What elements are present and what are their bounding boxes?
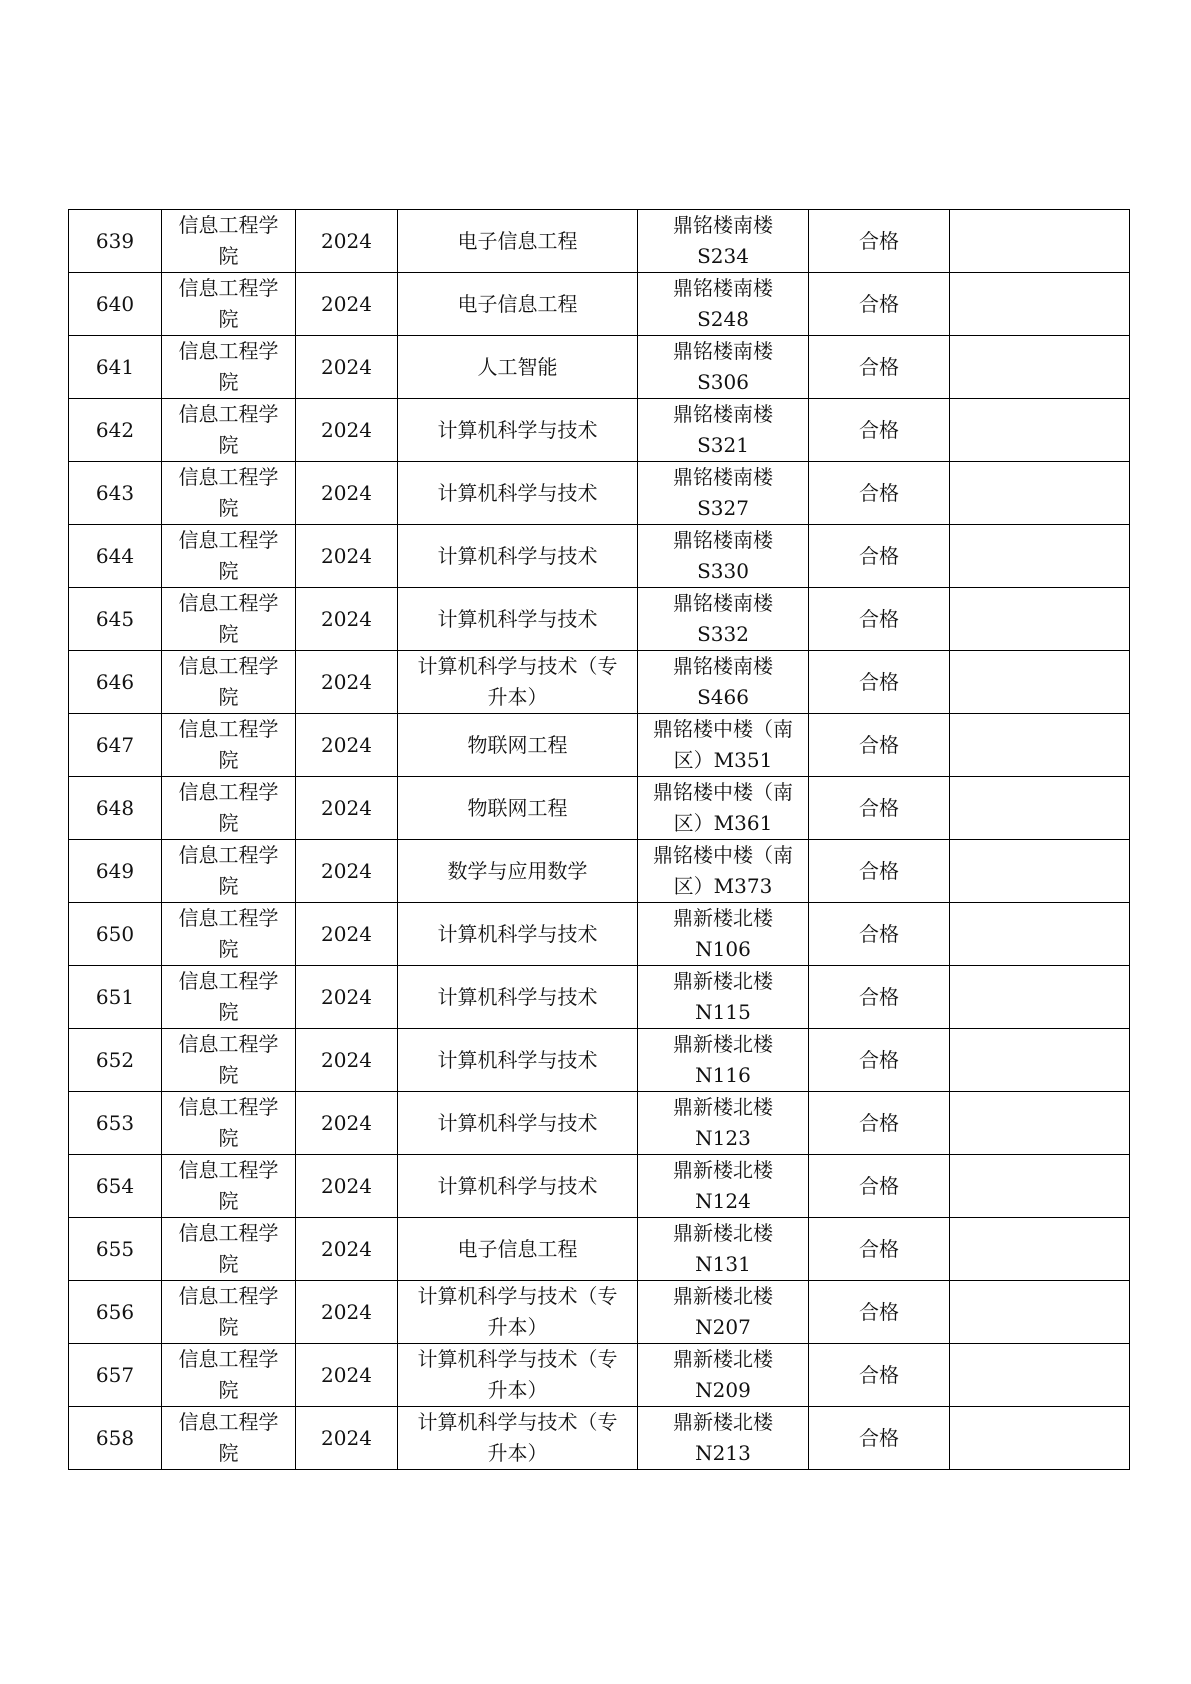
college-cell bbox=[162, 1344, 296, 1407]
college-cell-text: 信息工程学 院 bbox=[178, 1158, 279, 1213]
classroom-cell-text: 鼎铭楼南楼 S327 bbox=[673, 465, 773, 520]
row-number-cell-text: 645 bbox=[95, 606, 135, 631]
classroom-cell bbox=[638, 1155, 809, 1218]
year-cell bbox=[296, 1092, 398, 1155]
result-cell bbox=[809, 903, 950, 966]
classroom-cell bbox=[638, 714, 809, 777]
college-cell bbox=[162, 462, 296, 525]
year-cell-text: 2024 bbox=[321, 543, 372, 568]
year-cell bbox=[296, 714, 398, 777]
result-cell bbox=[809, 777, 950, 840]
table-row bbox=[69, 1407, 1130, 1470]
result-cell-text: 合格 bbox=[859, 1110, 899, 1135]
classroom-cell-text: 鼎铭楼中楼（南 区）M361 bbox=[653, 780, 793, 835]
college-cell-text: 信息工程学 院 bbox=[178, 717, 279, 772]
classroom-cell bbox=[638, 840, 809, 903]
remark-cell bbox=[950, 462, 1130, 525]
college-cell bbox=[162, 651, 296, 714]
classroom-cell-text: 鼎新楼北楼 N123 bbox=[673, 1095, 773, 1150]
result-cell bbox=[809, 273, 950, 336]
result-cell-text: 合格 bbox=[859, 291, 899, 316]
result-cell bbox=[809, 966, 950, 1029]
row-number-cell-text: 658 bbox=[95, 1425, 135, 1450]
row-number-cell bbox=[69, 777, 162, 840]
table-row bbox=[69, 210, 1130, 273]
year-cell bbox=[296, 903, 398, 966]
remark-cell bbox=[950, 903, 1130, 966]
table-row bbox=[69, 399, 1130, 462]
table-row bbox=[69, 840, 1130, 903]
remark-cell bbox=[950, 273, 1130, 336]
year-cell-text: 2024 bbox=[321, 1173, 372, 1198]
row-number-cell bbox=[69, 273, 162, 336]
major-cell-text: 计算机科学与技术（专 升本） bbox=[417, 1347, 618, 1402]
year-cell-text: 2024 bbox=[321, 732, 372, 757]
classroom-cell bbox=[638, 651, 809, 714]
classroom-cell bbox=[638, 273, 809, 336]
major-cell-text: 电子信息工程 bbox=[457, 291, 578, 316]
major-cell-text: 计算机科学与技术（专 升本） bbox=[417, 1410, 618, 1465]
classroom-cell-text: 鼎铭楼南楼 S234 bbox=[673, 213, 773, 268]
table-row bbox=[69, 588, 1130, 651]
year-cell-text: 2024 bbox=[321, 606, 372, 631]
remark-cell bbox=[950, 525, 1130, 588]
result-cell-text: 合格 bbox=[859, 1299, 899, 1324]
year-cell-text: 2024 bbox=[321, 921, 372, 946]
college-cell-text: 信息工程学 院 bbox=[178, 1221, 279, 1276]
year-cell-text: 2024 bbox=[321, 1047, 372, 1072]
classroom-cell-text: 鼎铭楼南楼 S466 bbox=[673, 654, 773, 709]
result-cell-text: 合格 bbox=[859, 858, 899, 883]
major-cell-text: 计算机科学与技术 bbox=[437, 1173, 598, 1198]
table-row bbox=[69, 966, 1130, 1029]
result-cell-text: 合格 bbox=[859, 480, 899, 505]
row-number-cell bbox=[69, 210, 162, 273]
classroom-cell bbox=[638, 1029, 809, 1092]
table-row bbox=[69, 714, 1130, 777]
year-cell bbox=[296, 336, 398, 399]
classroom-cell bbox=[638, 336, 809, 399]
year-cell bbox=[296, 777, 398, 840]
classroom-cell bbox=[638, 588, 809, 651]
year-cell-text: 2024 bbox=[321, 291, 372, 316]
result-cell bbox=[809, 1029, 950, 1092]
table-row bbox=[69, 777, 1130, 840]
row-number-cell-text: 651 bbox=[95, 984, 135, 1009]
remark-cell bbox=[950, 1029, 1130, 1092]
major-cell bbox=[398, 714, 638, 777]
college-cell bbox=[162, 588, 296, 651]
classroom-cell-text: 鼎新楼北楼 N115 bbox=[673, 969, 773, 1024]
classroom-cell bbox=[638, 1407, 809, 1470]
major-cell bbox=[398, 1155, 638, 1218]
college-cell-text: 信息工程学 院 bbox=[178, 591, 279, 646]
college-cell bbox=[162, 336, 296, 399]
college-cell-text: 信息工程学 院 bbox=[178, 528, 279, 583]
year-cell-text: 2024 bbox=[321, 480, 372, 505]
college-cell bbox=[162, 273, 296, 336]
classroom-cell-text: 鼎新楼北楼 N131 bbox=[673, 1221, 773, 1276]
row-number-cell bbox=[69, 840, 162, 903]
result-cell bbox=[809, 462, 950, 525]
year-cell bbox=[296, 525, 398, 588]
year-cell-text: 2024 bbox=[321, 1110, 372, 1135]
major-cell bbox=[398, 525, 638, 588]
row-number-cell-text: 657 bbox=[95, 1362, 135, 1387]
major-cell-text: 数学与应用数学 bbox=[447, 858, 588, 883]
result-cell bbox=[809, 1218, 950, 1281]
classroom-cell-text: 鼎铭楼南楼 S248 bbox=[673, 276, 773, 331]
remark-cell bbox=[950, 1281, 1130, 1344]
college-cell-text: 信息工程学 院 bbox=[178, 465, 279, 520]
table-row bbox=[69, 336, 1130, 399]
row-number-cell-text: 656 bbox=[95, 1299, 135, 1324]
row-number-cell bbox=[69, 399, 162, 462]
row-number-cell-text: 647 bbox=[95, 732, 135, 757]
year-cell bbox=[296, 1281, 398, 1344]
college-cell-text: 信息工程学 院 bbox=[178, 780, 279, 835]
year-cell bbox=[296, 588, 398, 651]
college-cell bbox=[162, 399, 296, 462]
year-cell-text: 2024 bbox=[321, 795, 372, 820]
college-cell bbox=[162, 1029, 296, 1092]
college-cell-text: 信息工程学 院 bbox=[178, 1284, 279, 1339]
result-cell bbox=[809, 1155, 950, 1218]
college-cell bbox=[162, 525, 296, 588]
result-cell bbox=[809, 588, 950, 651]
row-number-cell-text: 652 bbox=[95, 1047, 135, 1072]
major-cell bbox=[398, 1281, 638, 1344]
row-number-cell-text: 653 bbox=[95, 1110, 135, 1135]
college-cell bbox=[162, 966, 296, 1029]
classroom-cell bbox=[638, 210, 809, 273]
result-cell bbox=[809, 1092, 950, 1155]
year-cell-text: 2024 bbox=[321, 1362, 372, 1387]
remark-cell bbox=[950, 840, 1130, 903]
classroom-cell-text: 鼎铭楼南楼 S306 bbox=[673, 339, 773, 394]
major-cell bbox=[398, 777, 638, 840]
year-cell-text: 2024 bbox=[321, 669, 372, 694]
row-number-cell-text: 642 bbox=[95, 417, 135, 442]
result-cell bbox=[809, 714, 950, 777]
classroom-cell-text: 鼎新楼北楼 N116 bbox=[673, 1032, 773, 1087]
remark-cell bbox=[950, 1407, 1130, 1470]
college-cell-text: 信息工程学 院 bbox=[178, 402, 279, 457]
major-cell-text: 计算机科学与技术 bbox=[437, 921, 598, 946]
major-cell-text: 计算机科学与技术 bbox=[437, 480, 598, 505]
major-cell-text: 计算机科学与技术 bbox=[437, 1047, 598, 1072]
remark-cell bbox=[950, 210, 1130, 273]
major-cell bbox=[398, 336, 638, 399]
major-cell bbox=[398, 1092, 638, 1155]
result-cell-text: 合格 bbox=[859, 984, 899, 1009]
result-cell-text: 合格 bbox=[859, 1173, 899, 1198]
college-cell bbox=[162, 1092, 296, 1155]
major-cell-text: 计算机科学与技术 bbox=[437, 984, 598, 1009]
result-cell-text: 合格 bbox=[859, 1362, 899, 1387]
college-cell-text: 信息工程学 院 bbox=[178, 906, 279, 961]
result-cell-text: 合格 bbox=[859, 795, 899, 820]
row-number-cell bbox=[69, 336, 162, 399]
classroom-cell bbox=[638, 1281, 809, 1344]
remark-cell bbox=[950, 1155, 1130, 1218]
major-cell bbox=[398, 651, 638, 714]
result-cell-text: 合格 bbox=[859, 669, 899, 694]
classroom-cell bbox=[638, 903, 809, 966]
result-cell bbox=[809, 336, 950, 399]
table-body bbox=[69, 210, 1130, 1470]
table-row bbox=[69, 1281, 1130, 1344]
college-cell-text: 信息工程学 院 bbox=[178, 843, 279, 898]
table-row bbox=[69, 903, 1130, 966]
remark-cell bbox=[950, 1344, 1130, 1407]
row-number-cell bbox=[69, 1155, 162, 1218]
year-cell bbox=[296, 966, 398, 1029]
document-page bbox=[68, 209, 1130, 1470]
major-cell bbox=[398, 462, 638, 525]
major-cell-text: 电子信息工程 bbox=[457, 1236, 578, 1261]
table-row bbox=[69, 1344, 1130, 1407]
year-cell bbox=[296, 1218, 398, 1281]
year-cell-text: 2024 bbox=[321, 1299, 372, 1324]
remark-cell bbox=[950, 1218, 1130, 1281]
row-number-cell bbox=[69, 966, 162, 1029]
college-cell-text: 信息工程学 院 bbox=[178, 1032, 279, 1087]
row-number-cell-text: 640 bbox=[95, 291, 135, 316]
year-cell bbox=[296, 399, 398, 462]
major-cell bbox=[398, 273, 638, 336]
year-cell bbox=[296, 840, 398, 903]
classroom-cell-text: 鼎铭楼中楼（南 区）M351 bbox=[653, 717, 793, 772]
classroom-cell-text: 鼎新楼北楼 N124 bbox=[673, 1158, 773, 1213]
year-cell bbox=[296, 210, 398, 273]
major-cell-text: 人工智能 bbox=[477, 354, 558, 379]
classroom-cell bbox=[638, 1218, 809, 1281]
year-cell bbox=[296, 1029, 398, 1092]
row-number-cell bbox=[69, 714, 162, 777]
result-cell-text: 合格 bbox=[859, 354, 899, 379]
table-row bbox=[69, 1218, 1130, 1281]
major-cell-text: 计算机科学与技术（专 升本） bbox=[417, 1284, 618, 1339]
major-cell bbox=[398, 1029, 638, 1092]
result-cell bbox=[809, 399, 950, 462]
result-cell-text: 合格 bbox=[859, 228, 899, 253]
major-cell bbox=[398, 1407, 638, 1470]
row-number-cell bbox=[69, 1344, 162, 1407]
row-number-cell-text: 639 bbox=[95, 228, 135, 253]
college-cell-text: 信息工程学 院 bbox=[178, 213, 279, 268]
college-cell-text: 信息工程学 院 bbox=[178, 1347, 279, 1402]
table-row bbox=[69, 1029, 1130, 1092]
result-cell bbox=[809, 840, 950, 903]
result-cell bbox=[809, 525, 950, 588]
year-cell bbox=[296, 1407, 398, 1470]
remark-cell bbox=[950, 1092, 1130, 1155]
classroom-cell-text: 鼎新楼北楼 N106 bbox=[673, 906, 773, 961]
year-cell bbox=[296, 651, 398, 714]
table-row bbox=[69, 651, 1130, 714]
classroom-cell bbox=[638, 462, 809, 525]
major-cell-text: 电子信息工程 bbox=[457, 228, 578, 253]
row-number-cell-text: 655 bbox=[95, 1236, 135, 1261]
college-cell bbox=[162, 1281, 296, 1344]
year-cell bbox=[296, 1344, 398, 1407]
year-cell-text: 2024 bbox=[321, 354, 372, 379]
college-cell bbox=[162, 210, 296, 273]
result-cell bbox=[809, 210, 950, 273]
row-number-cell-text: 650 bbox=[95, 921, 135, 946]
major-cell-text: 计算机科学与技术 bbox=[437, 543, 598, 568]
college-cell bbox=[162, 1218, 296, 1281]
classroom-cell-text: 鼎新楼北楼 N213 bbox=[673, 1410, 773, 1465]
college-cell bbox=[162, 903, 296, 966]
major-cell bbox=[398, 1344, 638, 1407]
table-row bbox=[69, 1155, 1130, 1218]
remark-cell bbox=[950, 777, 1130, 840]
college-cell bbox=[162, 840, 296, 903]
year-cell-text: 2024 bbox=[321, 858, 372, 883]
row-number-cell-text: 641 bbox=[95, 354, 135, 379]
classroom-cell-text: 鼎铭楼南楼 S321 bbox=[673, 402, 773, 457]
result-cell-text: 合格 bbox=[859, 417, 899, 442]
classroom-cell-text: 鼎铭楼中楼（南 区）M373 bbox=[653, 843, 793, 898]
remark-cell bbox=[950, 714, 1130, 777]
college-cell-text: 信息工程学 院 bbox=[178, 276, 279, 331]
row-number-cell bbox=[69, 1407, 162, 1470]
row-number-cell-text: 644 bbox=[95, 543, 135, 568]
year-cell bbox=[296, 462, 398, 525]
result-cell-text: 合格 bbox=[859, 1425, 899, 1450]
college-cell bbox=[162, 1407, 296, 1470]
major-cell bbox=[398, 966, 638, 1029]
college-cell bbox=[162, 777, 296, 840]
major-cell-text: 计算机科学与技术 bbox=[437, 417, 598, 442]
major-cell bbox=[398, 903, 638, 966]
college-cell-text: 信息工程学 院 bbox=[178, 1410, 279, 1465]
result-cell-text: 合格 bbox=[859, 606, 899, 631]
college-cell-text: 信息工程学 院 bbox=[178, 969, 279, 1024]
result-cell-text: 合格 bbox=[859, 1047, 899, 1072]
year-cell-text: 2024 bbox=[321, 1236, 372, 1261]
classroom-cell bbox=[638, 1092, 809, 1155]
year-cell-text: 2024 bbox=[321, 417, 372, 442]
year-cell bbox=[296, 273, 398, 336]
table-row bbox=[69, 1092, 1130, 1155]
result-cell bbox=[809, 1407, 950, 1470]
year-cell-text: 2024 bbox=[321, 984, 372, 1009]
college-cell bbox=[162, 1155, 296, 1218]
major-cell bbox=[398, 840, 638, 903]
classroom-cell bbox=[638, 399, 809, 462]
college-cell bbox=[162, 714, 296, 777]
row-number-cell bbox=[69, 1281, 162, 1344]
college-cell-text: 信息工程学 院 bbox=[178, 654, 279, 709]
major-cell-text: 计算机科学与技术（专 升本） bbox=[417, 654, 618, 709]
classroom-cell-text: 鼎铭楼南楼 S332 bbox=[673, 591, 773, 646]
year-cell-text: 2024 bbox=[321, 228, 372, 253]
row-number-cell bbox=[69, 462, 162, 525]
row-number-cell bbox=[69, 1218, 162, 1281]
result-cell-text: 合格 bbox=[859, 543, 899, 568]
result-cell bbox=[809, 1281, 950, 1344]
result-cell-text: 合格 bbox=[859, 1236, 899, 1261]
result-cell-text: 合格 bbox=[859, 921, 899, 946]
row-number-cell bbox=[69, 1029, 162, 1092]
table-row bbox=[69, 462, 1130, 525]
classroom-cell-text: 鼎新楼北楼 N207 bbox=[673, 1284, 773, 1339]
classroom-cell bbox=[638, 525, 809, 588]
major-cell bbox=[398, 1218, 638, 1281]
result-cell bbox=[809, 1344, 950, 1407]
row-number-cell-text: 649 bbox=[95, 858, 135, 883]
row-number-cell-text: 648 bbox=[95, 795, 135, 820]
classroom-cell bbox=[638, 966, 809, 1029]
row-number-cell-text: 646 bbox=[95, 669, 135, 694]
row-number-cell-text: 654 bbox=[95, 1173, 135, 1198]
major-cell bbox=[398, 210, 638, 273]
row-number-cell-text: 643 bbox=[95, 480, 135, 505]
row-number-cell bbox=[69, 903, 162, 966]
classroom-cell bbox=[638, 777, 809, 840]
college-cell-text: 信息工程学 院 bbox=[178, 1095, 279, 1150]
major-cell-text: 物联网工程 bbox=[467, 732, 568, 757]
major-cell bbox=[398, 588, 638, 651]
classroom-inspection-table bbox=[68, 209, 1130, 1470]
major-cell-text: 计算机科学与技术 bbox=[437, 606, 598, 631]
major-cell-text: 计算机科学与技术 bbox=[437, 1110, 598, 1135]
table-row bbox=[69, 273, 1130, 336]
remark-cell bbox=[950, 336, 1130, 399]
result-cell bbox=[809, 651, 950, 714]
row-number-cell bbox=[69, 1092, 162, 1155]
remark-cell bbox=[950, 966, 1130, 1029]
classroom-cell-text: 鼎铭楼南楼 S330 bbox=[673, 528, 773, 583]
year-cell bbox=[296, 1155, 398, 1218]
remark-cell bbox=[950, 651, 1130, 714]
result-cell-text: 合格 bbox=[859, 732, 899, 757]
major-cell bbox=[398, 399, 638, 462]
year-cell-text: 2024 bbox=[321, 1425, 372, 1450]
row-number-cell bbox=[69, 588, 162, 651]
classroom-cell bbox=[638, 1344, 809, 1407]
classroom-cell-text: 鼎新楼北楼 N209 bbox=[673, 1347, 773, 1402]
row-number-cell bbox=[69, 651, 162, 714]
remark-cell bbox=[950, 588, 1130, 651]
remark-cell bbox=[950, 399, 1130, 462]
major-cell-text: 物联网工程 bbox=[467, 795, 568, 820]
row-number-cell bbox=[69, 525, 162, 588]
table-row bbox=[69, 525, 1130, 588]
college-cell-text: 信息工程学 院 bbox=[178, 339, 279, 394]
